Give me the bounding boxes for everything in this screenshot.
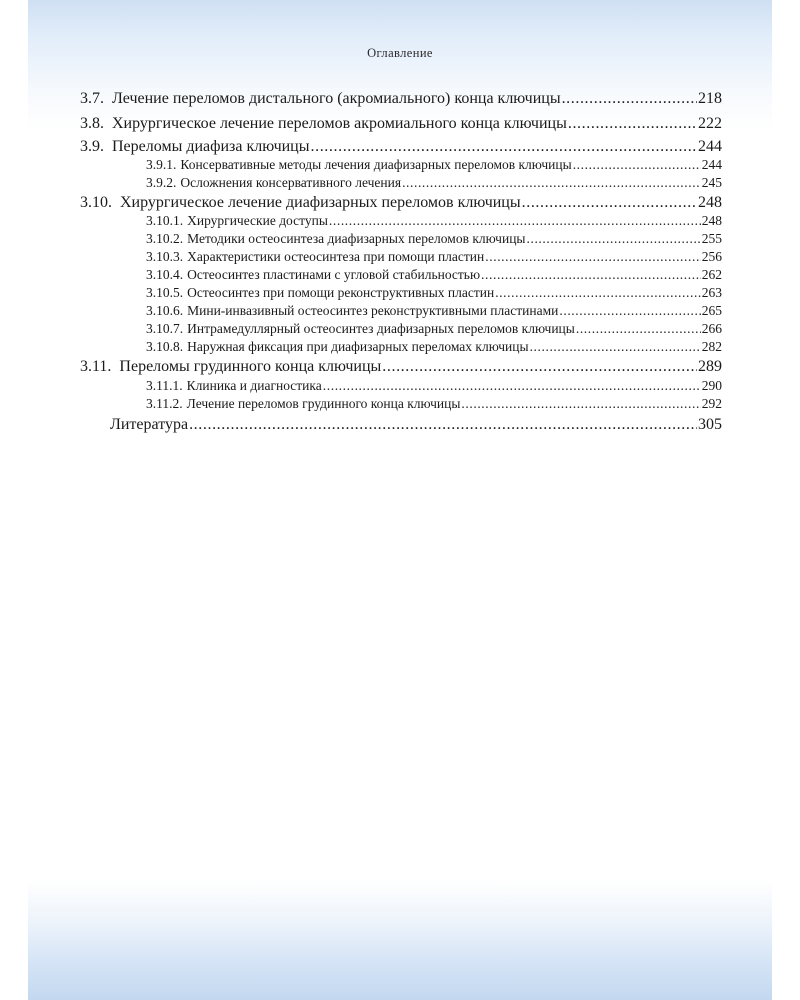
toc-entry-page: 282 xyxy=(701,339,722,354)
toc-entry-page: 218 xyxy=(698,90,722,107)
toc-subentry[interactable] xyxy=(28,339,722,355)
toc-entry-title: Консервативные методы лечения диафизарных переломов ключицы xyxy=(180,157,572,172)
toc-entry-title: Остеосинтез при помощи реконструктивных пластин xyxy=(187,285,495,300)
toc-entry-number: 3.9.2. xyxy=(146,175,177,190)
dot-leader xyxy=(323,378,701,392)
toc-entry-number: 3.11.2. xyxy=(146,396,183,411)
toc-entry-title: Лечение переломов грудинного конца ключицы xyxy=(186,396,461,411)
toc-entry-number: 3.10.6. xyxy=(146,303,184,318)
toc-entry[interactable] xyxy=(80,90,722,108)
toc-entry-page: 245 xyxy=(701,175,722,190)
toc-entry-number: 3.10.3. xyxy=(146,249,184,264)
toc-subentry[interactable] xyxy=(28,267,722,283)
toc-entry-page: 248 xyxy=(701,213,722,228)
toc-entry-number: 3.9.1. xyxy=(146,157,177,172)
toc-entry-number: 3.11.1. xyxy=(146,378,183,393)
toc-entry-title: Интрамедуллярный остеосинтез диафизарных переломов ключицы xyxy=(187,321,575,336)
dot-leader xyxy=(562,90,697,106)
book-page xyxy=(28,0,772,1000)
toc-entry-title: Методики остеосинтеза диафизарных переломов ключицы xyxy=(187,231,526,246)
toc-entry-title: Хирургическое лечение переломов акромиального конца ключицы xyxy=(112,115,567,132)
toc-subentry[interactable] xyxy=(28,213,722,229)
dot-leader xyxy=(522,194,697,210)
toc-entry-title: Мини-инвазивный остеосинтез реконструктивными пластинами xyxy=(187,303,559,318)
toc-entry-number: 3.10.5. xyxy=(146,285,184,300)
toc-entry-title: Переломы диафиза ключицы xyxy=(112,138,310,155)
toc-entry-page: 244 xyxy=(701,157,722,172)
toc-entry-title: Осложнения консервативного лечения xyxy=(180,175,402,190)
dot-leader xyxy=(402,175,701,189)
dot-leader xyxy=(530,339,701,353)
toc-entry-title: Лечение переломов дистального (акромиального) конца ключицы xyxy=(112,90,561,107)
toc-entry-number: 3.10.2. xyxy=(146,231,184,246)
toc-entry-page: 263 xyxy=(701,285,722,300)
dot-leader xyxy=(461,396,700,410)
dot-leader xyxy=(382,358,697,374)
toc-subentry[interactable] xyxy=(28,396,722,412)
toc-entry-title: Остеосинтез пластинами с угловой стабильностью xyxy=(187,267,481,282)
toc-subentry[interactable] xyxy=(28,175,722,191)
toc-entry-page: 222 xyxy=(698,115,722,132)
toc-entry-page: 289 xyxy=(698,358,722,375)
toc-entry-title: Литература xyxy=(110,416,189,433)
dot-leader xyxy=(495,285,701,299)
toc-subentry[interactable] xyxy=(28,378,722,394)
toc-entry[interactable] xyxy=(80,115,722,133)
toc-entry-page: 305 xyxy=(698,416,722,433)
toc-entry-page: 255 xyxy=(701,231,722,246)
dot-leader xyxy=(481,267,701,281)
toc-entry-number: 3.7. xyxy=(80,90,104,107)
toc-entry-number: 3.10. xyxy=(80,194,112,211)
toc-entry-page: 244 xyxy=(698,138,722,155)
toc-entry-page: 265 xyxy=(701,303,722,318)
toc-entry-page: 292 xyxy=(701,396,722,411)
dot-leader xyxy=(573,157,701,171)
dot-leader xyxy=(576,321,701,335)
toc-entry-title: Хирургическое лечение диафизарных переломов ключицы xyxy=(120,194,521,211)
toc-subentry[interactable] xyxy=(28,249,722,265)
toc-entry-title: Переломы грудинного конца ключицы xyxy=(119,358,382,375)
dot-leader xyxy=(329,213,701,227)
toc-entry-page: 256 xyxy=(701,249,722,264)
toc-entry-page: 262 xyxy=(701,267,722,282)
toc-entry-number: 3.10.7. xyxy=(146,321,184,336)
toc-subentry[interactable] xyxy=(28,303,722,319)
toc-entry-title: Хирургические доступы xyxy=(187,213,328,228)
dot-leader xyxy=(568,115,697,131)
toc-entry-number: 3.10.4. xyxy=(146,267,184,282)
dot-leader xyxy=(527,231,701,245)
toc-subentry[interactable] xyxy=(28,157,722,173)
toc-entry-title: Характеристики остеосинтеза при помощи пластин xyxy=(187,249,485,264)
toc-entry-page: 290 xyxy=(701,378,722,393)
running-title: Оглавление xyxy=(367,46,433,60)
toc-entry[interactable] xyxy=(80,358,722,376)
dot-leader xyxy=(311,138,698,154)
dot-leader xyxy=(559,303,700,317)
toc-entry-title: Клиника и диагностика xyxy=(186,378,322,393)
toc-entry-number: 3.8. xyxy=(80,115,104,132)
toc-subentry[interactable] xyxy=(28,231,722,247)
dot-leader xyxy=(189,416,697,432)
toc-entry-references[interactable] xyxy=(110,416,722,434)
dot-leader xyxy=(485,249,700,263)
toc-entry[interactable] xyxy=(80,194,722,212)
toc-entry-number: 3.10.8. xyxy=(146,339,184,354)
toc-entry-page: 266 xyxy=(701,321,722,336)
toc-entry-number: 3.10.1. xyxy=(146,213,184,228)
toc-entry-page: 248 xyxy=(698,194,722,211)
toc-subentry[interactable] xyxy=(28,321,722,337)
toc-entry-title: Наружная фиксация при диафизарных переломах ключицы xyxy=(187,339,529,354)
toc-entry[interactable] xyxy=(80,138,722,156)
toc-entry-number: 3.11. xyxy=(80,358,112,375)
toc-subentry[interactable] xyxy=(28,285,722,301)
toc-entry-number: 3.9. xyxy=(80,138,104,155)
